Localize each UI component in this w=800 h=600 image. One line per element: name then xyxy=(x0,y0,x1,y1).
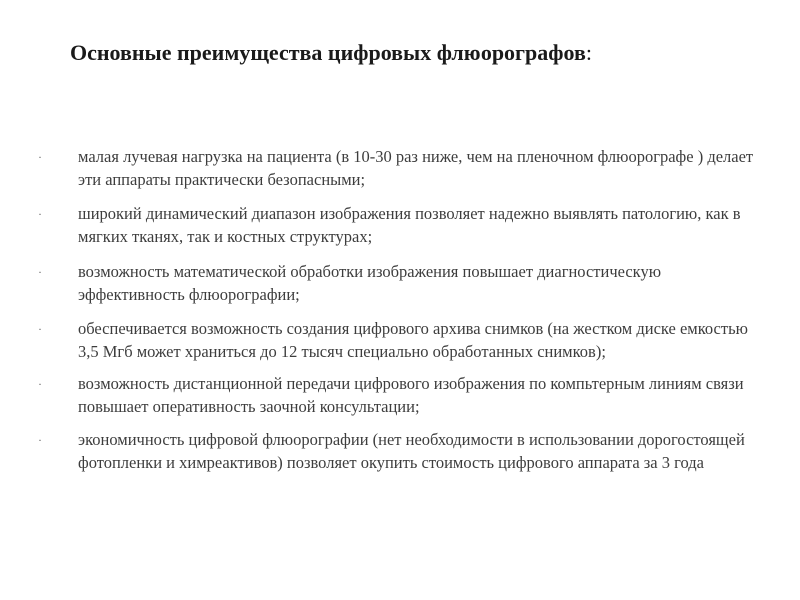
bullet-item xyxy=(38,318,768,363)
bullet-item xyxy=(38,146,768,191)
bullet-text: экономичность цифровой флюорографии (нет необходимости в использовании дорогостоящей фотопленки и химреактивов) позволяет окупить стоимость цифрового аппарата за 3 года xyxy=(78,430,745,472)
bullet-item xyxy=(38,203,768,248)
bullet-dot-icon: · xyxy=(38,150,42,164)
slide-title xyxy=(70,40,770,66)
title-text: Основные преимущества цифровых флюорографов xyxy=(70,40,586,65)
bullet-dot-icon: · xyxy=(38,322,42,336)
bullet-dot-icon: · xyxy=(38,207,42,221)
title-colon: : xyxy=(585,40,592,65)
bullet-text: широкий динамический диапазон изображения позволяет надежно выявлять патологию, как в мягких тканях, так и костных структурах; xyxy=(78,204,741,246)
bullet-text: возможность дистанционной передачи цифрового изображения по компьтерным линиям связи повышает оперативность заочной консультации; xyxy=(78,374,744,416)
bullet-dot-icon: · xyxy=(38,433,42,447)
bullet-item xyxy=(38,429,768,474)
bullet-text: малая лучевая нагрузка на пациента (в 10-30 раз ниже, чем на пленочном флюорографе ) делает эти аппараты практически безопасными; xyxy=(78,147,754,189)
bullet-dot-icon: · xyxy=(38,377,42,391)
bullet-dot-icon: · xyxy=(38,265,42,279)
bullet-item xyxy=(38,373,768,418)
bullet-list xyxy=(38,146,768,483)
bullet-text: возможность математической обработки изображения повышает диагностическую эффективность флюорографии; xyxy=(78,262,662,304)
bullet-text: обеспечивается возможность создания цифрового архива снимков (на жестком диске емкостью 3,5 Мгб может храниться до 12 тысяч специально обработанных снимков); xyxy=(78,319,748,361)
bullet-item xyxy=(38,261,768,306)
